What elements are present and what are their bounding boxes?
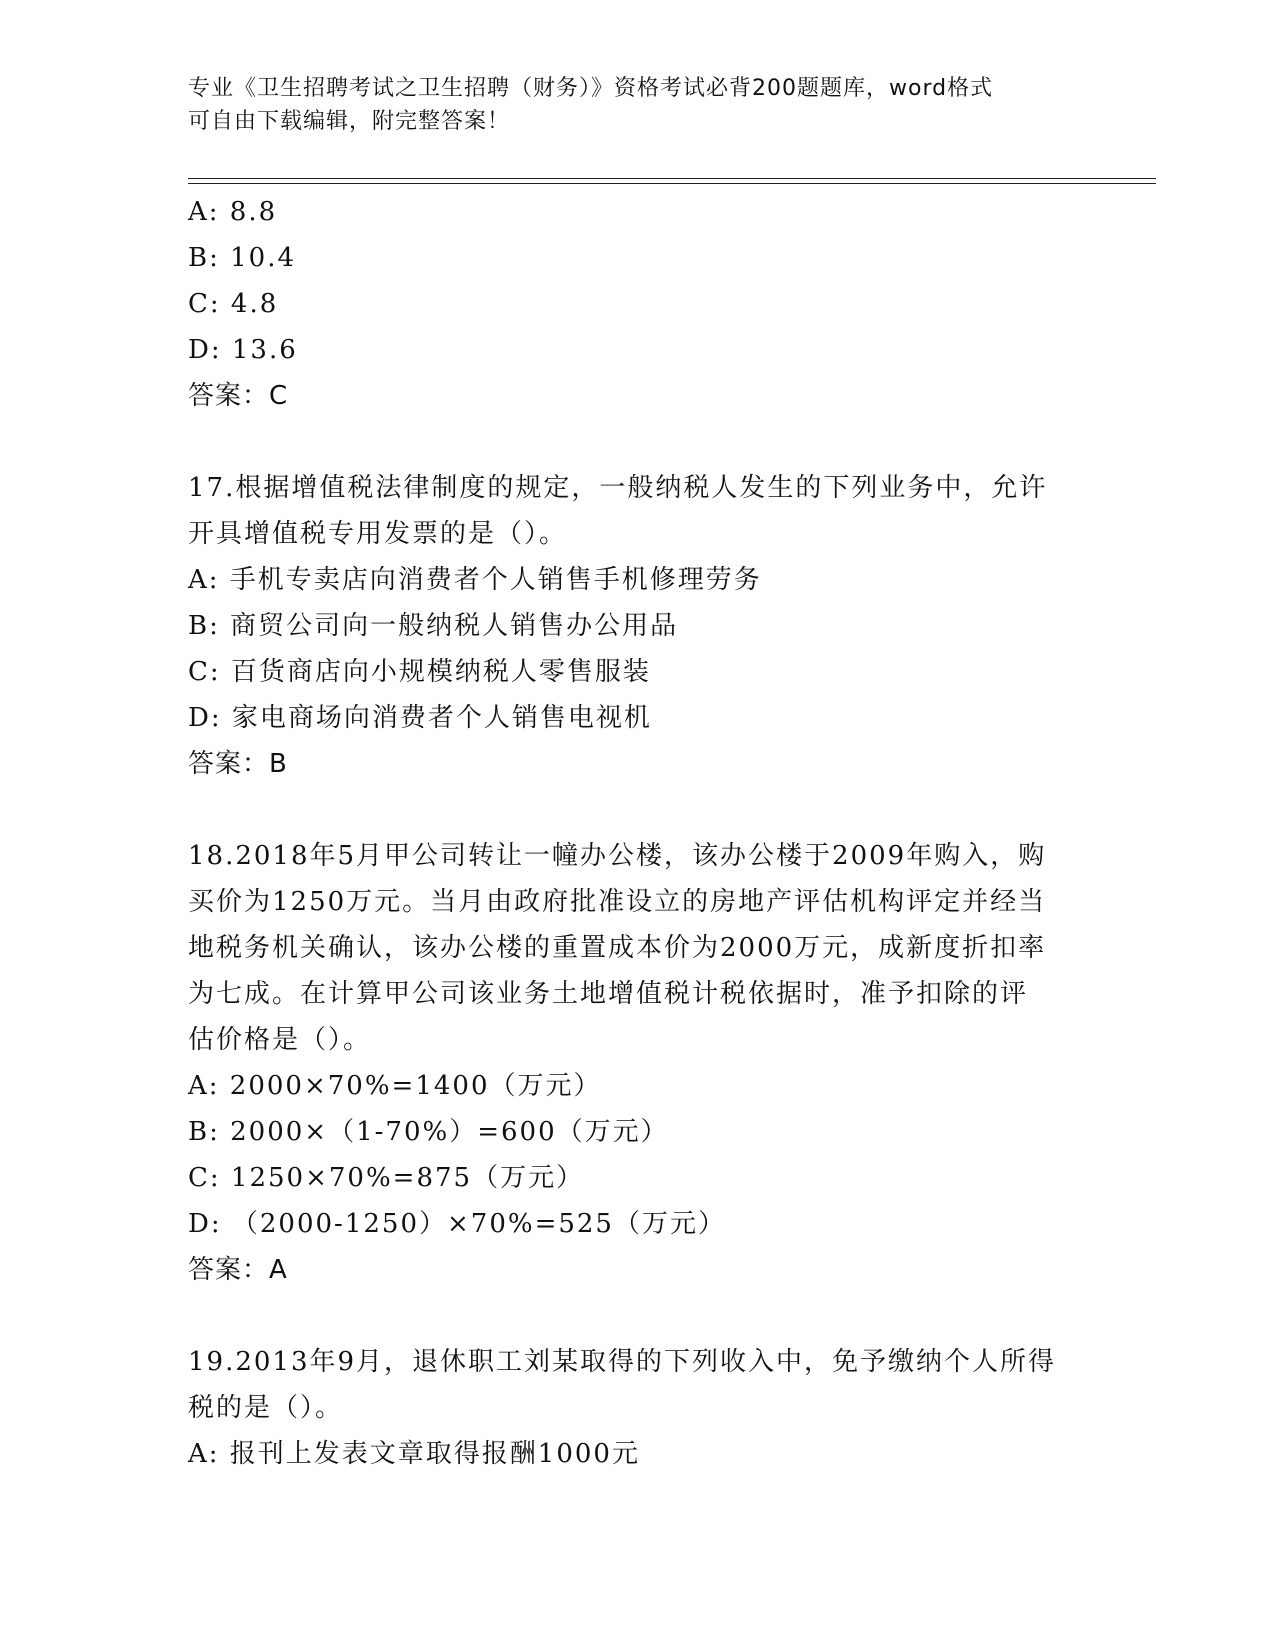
header-title-line-1: 专业《卫生招聘考试之卫生招聘（财务）》资格考试必背200题题库，word格式 [188, 76, 994, 101]
option-d: D: 13.6 [188, 335, 298, 365]
answer-line: 答案：C [188, 381, 289, 411]
question-list [188, 189, 1088, 1477]
question-19-block [188, 1339, 1088, 1477]
option-d: D: 家电商场向消费者个人销售电视机 [188, 703, 652, 733]
option-c: C: 4.8 [188, 289, 279, 319]
option-a: A: 2000×70%=1400（万元） [188, 1071, 602, 1101]
option-c: C: 百货商店向小规模纳税人零售服装 [188, 657, 651, 687]
answer-line: 答案：A [188, 1255, 288, 1285]
question-stem-line: 为七成。在计算甲公司该业务土地增值税计税依据时，准予扣除的评 [188, 979, 1029, 1009]
question-stem-line: 税的是（）。 [188, 1393, 344, 1423]
question-stem-line: 地税务机关确认，该办公楼的重置成本价为2000万元，成新度折扣率 [188, 933, 1047, 963]
question-stem-line: 19.2013年9月，退休职工刘某取得的下列收入中，免予缴纳个人所得 [188, 1347, 1057, 1377]
option-a: A: 8.8 [188, 197, 278, 227]
question-stem-line: 开具增值税专用发票的是（）。 [188, 519, 568, 549]
header-divider-bottom [188, 183, 1156, 184]
spacer [188, 1293, 1088, 1339]
option-a: A: 手机专卖店向消费者个人销售手机修理劳务 [188, 565, 762, 595]
document-header [188, 72, 1068, 138]
previous-question-block [188, 189, 1088, 419]
header-title-line-2: 可自由下载编辑，附完整答案！ [188, 109, 511, 134]
option-c: C: 1250×70%=875（万元） [188, 1163, 585, 1193]
option-d: D: （2000-1250）×70%=525（万元） [188, 1209, 726, 1239]
spacer [188, 787, 1088, 833]
option-b: B: 2000×（1-70%）=600（万元） [188, 1117, 669, 1147]
option-b: B: 商贸公司向一般纳税人销售办公用品 [188, 611, 679, 641]
option-b: B: 10.4 [188, 243, 297, 273]
answer-line: 答案：B [188, 749, 288, 779]
spacer [188, 419, 1088, 465]
question-stem-line: 18.2018年5月甲公司转让一幢办公楼，该办公楼于2009年购入，购 [188, 841, 1047, 871]
question-stem-line: 买价为1250万元。当月由政府批准设立的房地产评估机构评定并经当 [188, 887, 1047, 917]
question-stem-line: 估价格是（）。 [188, 1025, 372, 1055]
option-a: A: 报刊上发表文章取得报酬1000元 [188, 1439, 640, 1469]
question-17-block [188, 465, 1088, 787]
question-18-block [188, 833, 1088, 1293]
question-stem-line: 17.根据增值税法律制度的规定，一般纳税人发生的下列业务中，允许 [188, 473, 1048, 503]
header-divider-top [188, 178, 1156, 179]
